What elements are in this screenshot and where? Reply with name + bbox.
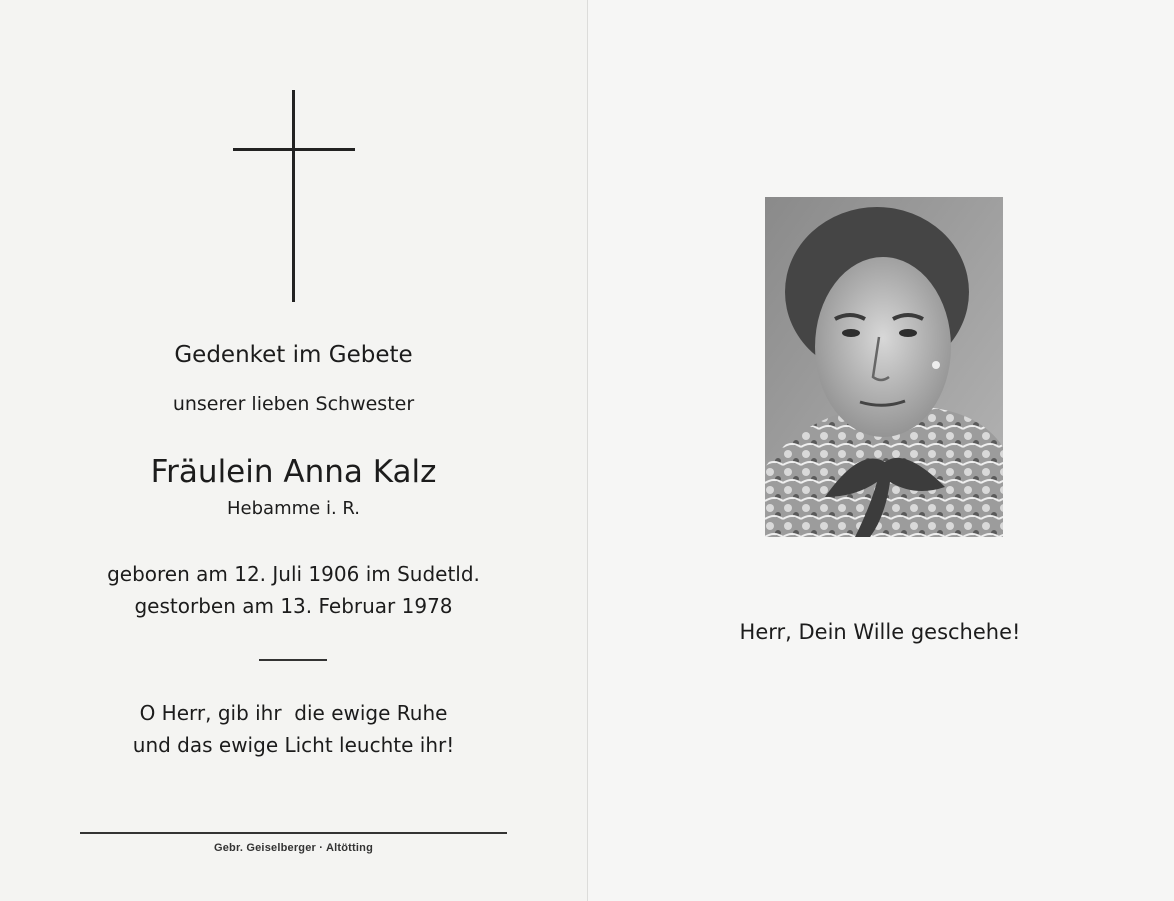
printer-imprint: Gebr. Geiselberger · Altötting (213, 842, 373, 854)
portrait-photo (765, 197, 1003, 537)
footer-rule (80, 832, 507, 834)
divider (259, 659, 327, 661)
deceased-name: Fräulein Anna Kalz (150, 454, 437, 490)
motto-text: Herr, Dein Wille geschehe! (739, 620, 1021, 644)
relation-text: unserer lieben Schwester (172, 393, 415, 415)
occupation-text: Hebamme i. R. (227, 498, 360, 519)
birth-text: geboren am 12. Juli 1906 im Sudetld. (107, 562, 480, 586)
prayer-line-2: und das ewige Licht leuchte ihr! (132, 733, 455, 757)
intro-text: Gedenket im Gebete (174, 342, 413, 368)
death-text: gestorben am 13. Februar 1978 (134, 594, 453, 618)
cross-icon-bar (233, 148, 355, 151)
cross-icon (292, 90, 295, 302)
prayer-line-1: O Herr, gib ihr die ewige Ruhe (139, 701, 448, 725)
